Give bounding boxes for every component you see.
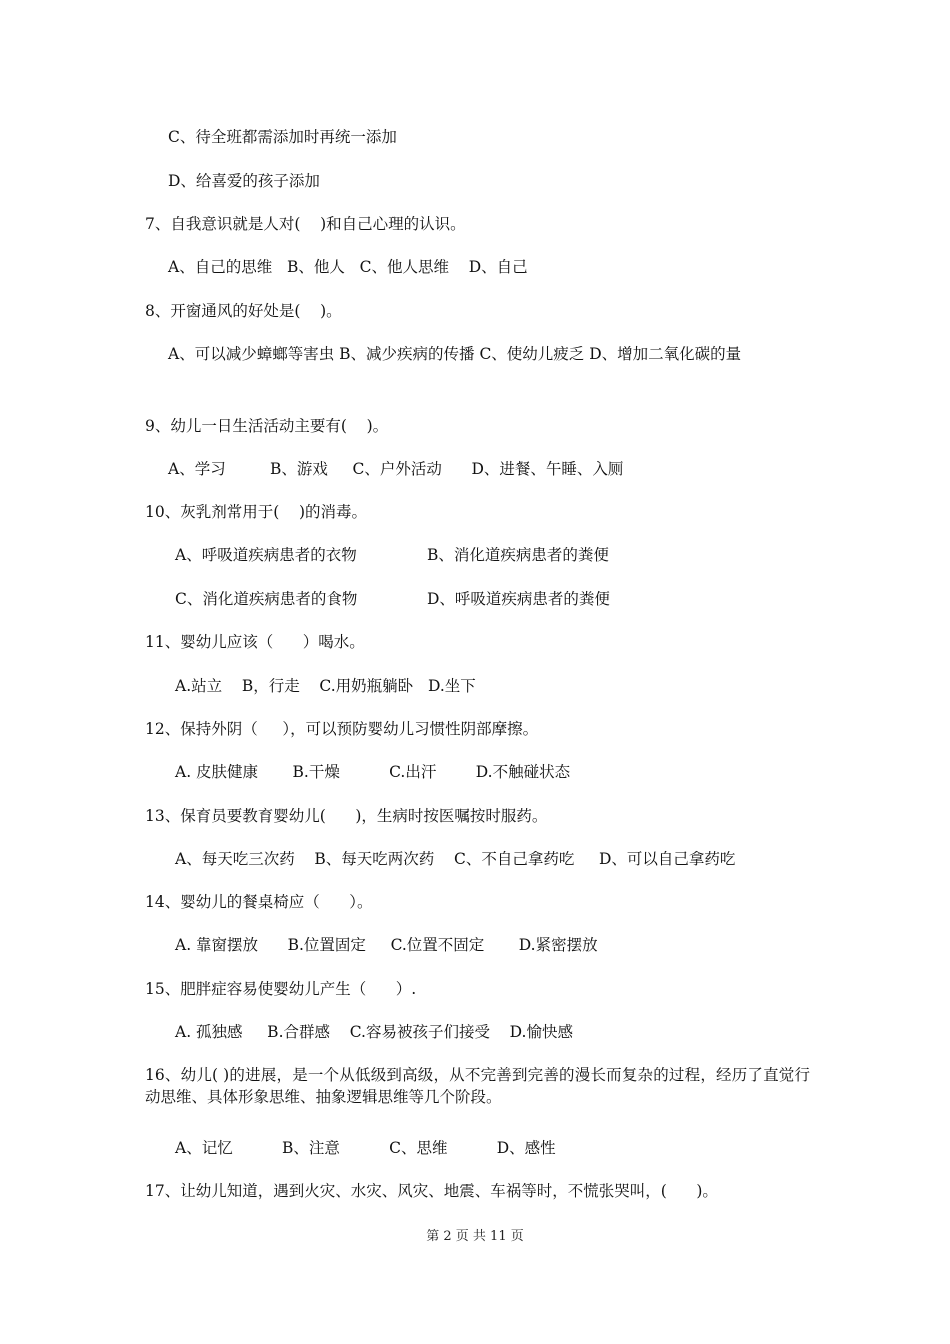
q10-option-c: C、消化道疾病患者的食物 bbox=[175, 590, 358, 608]
q13-options: A、每天吃三次药 B、每天吃两次药 C、不自己拿药吃 D、可以自己拿药吃 bbox=[175, 850, 736, 868]
q10-option-d: D、呼吸道疾病患者的粪便 bbox=[427, 590, 610, 608]
q15-stem: 15、肥胖症容易使婴幼儿产生（ ）. bbox=[145, 980, 417, 998]
q16-options: A、记忆 B、注意 C、思维 D、感性 bbox=[175, 1139, 556, 1157]
q6-option-c: C、待全班都需添加时再统一添加 bbox=[168, 128, 397, 146]
q6-option-d: D、给喜爱的孩子添加 bbox=[168, 172, 320, 190]
q14-stem: 14、婴幼儿的餐桌椅应（ ）。 bbox=[145, 893, 373, 911]
q12-options: A. 皮肤健康 B.干燥 C.出汗 D.不触碰状态 bbox=[175, 763, 571, 781]
q7-stem: 7、自我意识就是人对( )和自己心理的认识。 bbox=[145, 215, 466, 233]
q10-stem: 10、灰乳剂常用于( )的消毒。 bbox=[145, 503, 368, 521]
q10-option-a: A、呼吸道疾病患者的衣物 bbox=[175, 546, 357, 564]
q16-stem: 16、幼儿( )的进展，是一个从低级到高级，从不完善到完善的漫长而复杂的过程，经历了直觉行动思维、具体形象思维、抽象逻辑思维等几个阶段。 bbox=[145, 1066, 810, 1106]
q8-stem: 8、开窗通风的好处是( )。 bbox=[145, 302, 342, 320]
q9-stem: 9、幼儿一日生活活动主要有( )。 bbox=[145, 417, 389, 435]
q15-options: A. 孤独感 B.合群感 C.容易被孩子们接受 D.愉快感 bbox=[175, 1023, 573, 1041]
q8-options: A、可以减少蟑螂等害虫 B、减少疾病的传播 C、使幼儿疲乏 D、增加二氧化碳的量 bbox=[168, 345, 742, 363]
q14-options: A. 靠窗摆放 B.位置固定 C.位置不固定 D.紧密摆放 bbox=[175, 936, 598, 954]
q9-options: A、学习 B、游戏 C、户外活动 D、进餐、午睡、入厕 bbox=[168, 460, 624, 478]
q12-stem: 12、保持外阴（ ），可以预防婴幼儿习惯性阴部摩擦。 bbox=[145, 720, 539, 738]
q11-options: A.站立 B，行走 C.用奶瓶躺卧 D.坐下 bbox=[175, 677, 476, 695]
q10-option-b: B、消化道疾病患者的粪便 bbox=[427, 546, 609, 564]
q13-stem: 13、保育员要教育婴幼儿( )，生病时按医嘱按时服药。 bbox=[145, 807, 548, 825]
q7-options: A、自己的思维 B、他人 C、他人思维 D、自己 bbox=[168, 258, 528, 276]
page-number-footer: 第 2 页 共 11 页 bbox=[426, 1229, 524, 1244]
q11-stem: 11、婴幼儿应该（ ）喝水。 bbox=[145, 633, 365, 651]
q17-stem: 17、让幼儿知道，遇到火灾、水灾、风灾、地震、车祸等时，不慌张哭叫，( )。 bbox=[145, 1182, 718, 1200]
